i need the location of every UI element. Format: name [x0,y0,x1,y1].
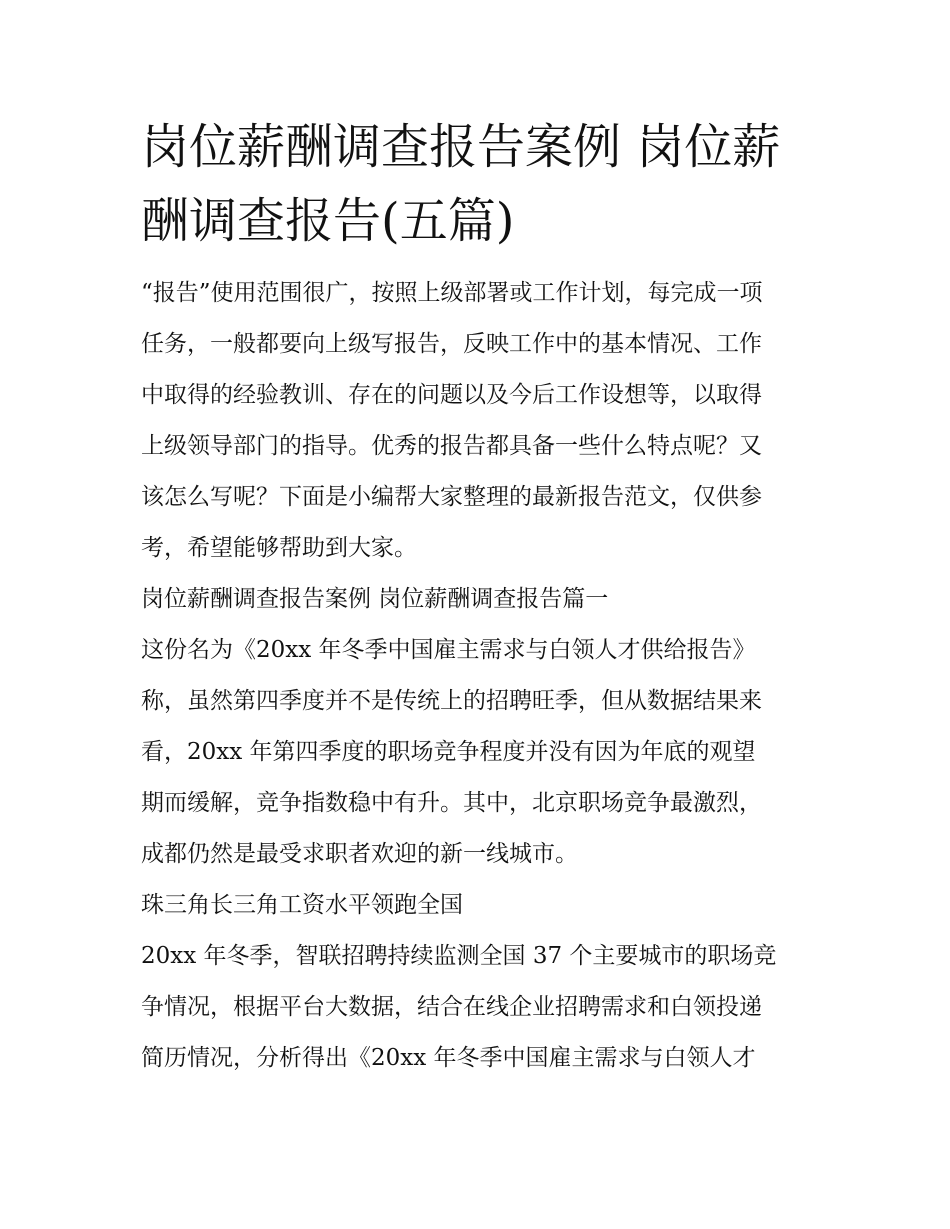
title-line: 酬调查报告(五篇) [141,193,515,249]
body-line: 成都仍然是最受求职者欢迎的新一线城市。 [141,841,578,867]
body-line: 争情况，根据平台大数据，结合在线企业招聘需求和白领投递 [141,994,762,1020]
document-page [141,110,821,1084]
body-line: 该怎么写呢？下面是小编帮大家整理的最新报告范文，仅供参 [141,484,762,510]
title-line: 岗位薪酬调查报告案例 岗位薪 [141,119,781,175]
body-line: 上级领导部门的指导。优秀的报告都具备一些什么特点呢？又 [141,433,762,459]
body-line: 简历情况，分析得出《20xx 年冬季中国雇主需求与白领人才 [141,1045,756,1071]
document-body [141,268,821,1084]
body-line: 称，虽然第四季度并不是传统上的招聘旺季，但从数据结果来 [141,688,762,714]
section-heading: 岗位薪酬调查报告案例 岗位薪酬调查报告篇一 [141,586,609,612]
body-line: 这份名为《20xx 年冬季中国雇主需求与白领人才供给报告》 [141,637,756,663]
body-line: 中取得的经验教训、存在的问题以及今后工作设想等，以取得 [141,382,762,408]
body-line: 期而缓解，竞争指数稳中有升。其中，北京职场竞争最激烈， [141,790,762,816]
document-title [141,110,821,258]
body-line: “报告”使用范围很广，按照上级部署或工作计划，每完成一项 [141,280,763,306]
body-line: 考，希望能够帮助到大家。 [141,535,417,561]
body-line: 任务，一般都要向上级写报告，反映工作中的基本情况、工作 [141,331,762,357]
body-line: 20xx 年冬季，智联招聘持续监测全国 37 个主要城市的职场竞 [141,943,777,969]
body-line: 看，20xx 年第四季度的职场竞争程度并没有因为年底的观望 [141,739,756,765]
section-heading: 珠三角长三角工资水平领跑全国 [141,892,463,918]
